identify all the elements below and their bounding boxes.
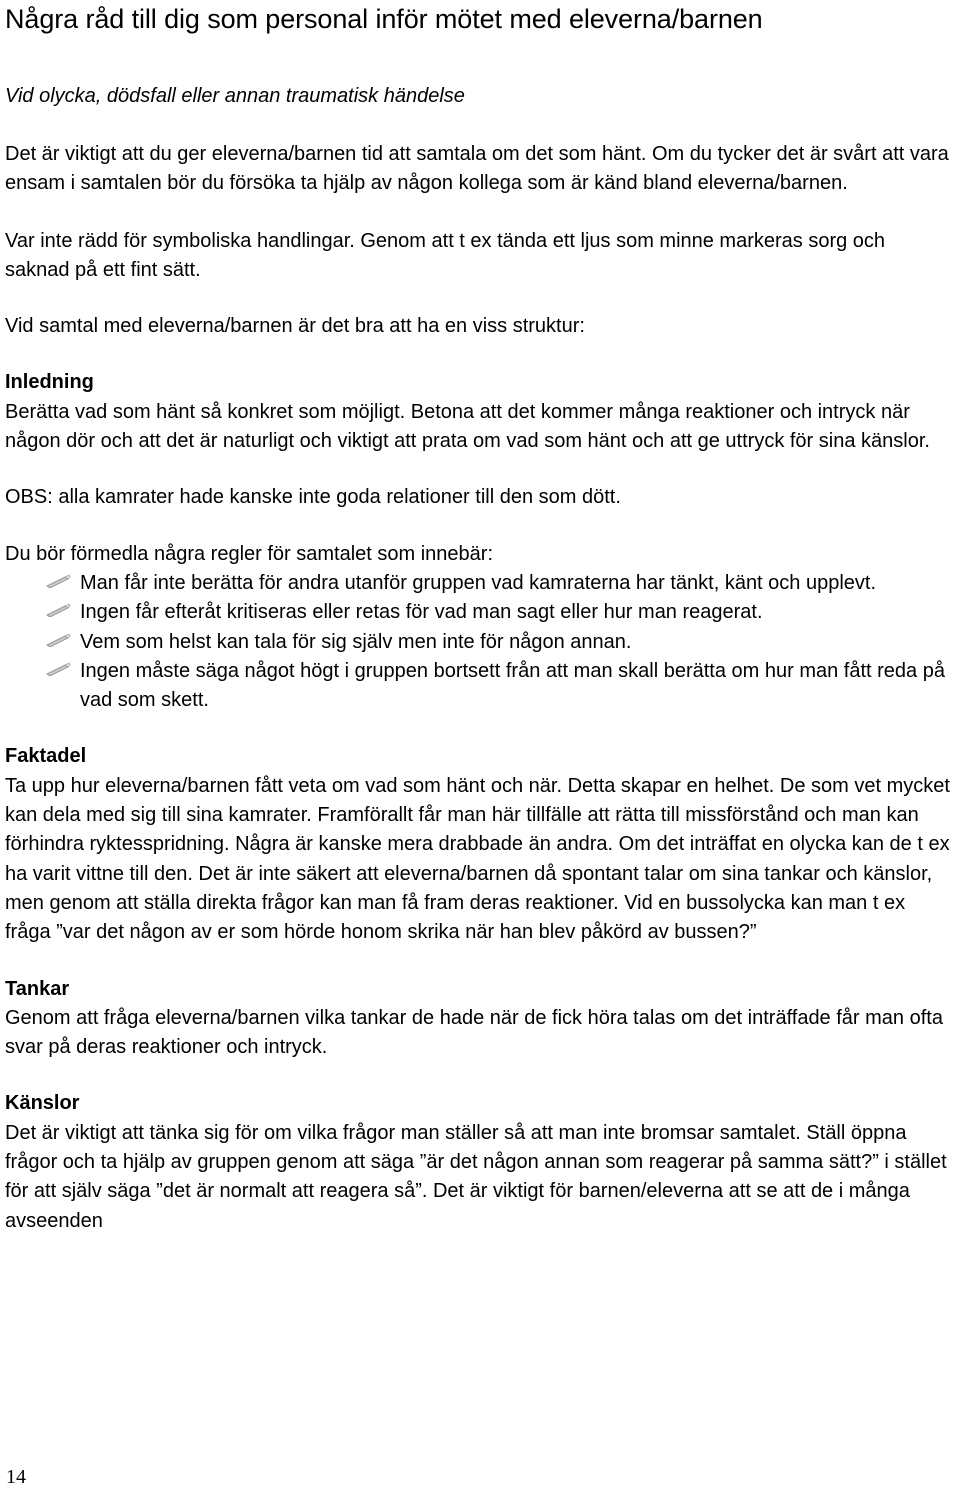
list-item: Ingen får efteråt kritiseras eller retas för vad man sagt eller hur man reagerat. bbox=[5, 598, 955, 627]
pencil-bullet-icon bbox=[45, 603, 71, 617]
rules-list bbox=[5, 569, 955, 715]
document-title: Några råd till dig som personal inför mötet med eleverna/barnen bbox=[5, 4, 763, 34]
list-item: Man får inte berätta för andra utanför gruppen vad kamraterna har tänkt, känt och upplevt. bbox=[5, 569, 955, 598]
section-kanslor bbox=[5, 1089, 955, 1235]
pencil-bullet-icon bbox=[45, 633, 71, 647]
section-faktadel bbox=[5, 742, 955, 947]
section-text-inledning: Berätta vad som hänt så konkret som möjligt. Betona att det kommer många reaktioner och intryck när någon dör och att det är naturligt och viktigt att prata om vad som hänt och att ge uttryck för sina känslor. bbox=[5, 400, 930, 453]
section-text-tankar: Genom att fråga eleverna/barnen vilka tankar de hade när de fick höra talas om det inträffade får man ofta svar på deras reaktioner och intryck. bbox=[5, 1006, 943, 1059]
list-item: Ingen måste säga något högt i gruppen bortsett från att man skall berätta om hur man fått reda på vad som skett. bbox=[5, 657, 955, 716]
section-text-faktadel: Ta upp hur eleverna/barnen fått veta om vad som hänt och när. Detta skapar en helhet. De som vet mycket kan dela med sig till sina kamrater. Framförallt får man här tillfälle att rätta till missförstånd och man kan förhindra ryktesspridning. Några är kanske mera drabbade än andra. Om det inträffat en olycka kan de t ex ha varit vittne till den. Det är inte säkert att eleverna/barnen då spontant talar om sina tankar och känslor, men genom att ställa direkta frågor kan man få fram deras reaktioner. Vid en bussolycka kan man t ex fråga ”var det någon av er som hörde honom skrika när han blev påkörd av bussen?” bbox=[5, 774, 950, 944]
document-subtitle: Vid olycka, dödsfall eller annan traumatisk händelse bbox=[5, 85, 465, 107]
section-heading-inledning: Inledning bbox=[5, 371, 94, 394]
section-heading-kanslor: Känslor bbox=[5, 1092, 80, 1115]
obs-note bbox=[5, 483, 955, 512]
page-number: 14 bbox=[6, 1466, 26, 1488]
obs-label: OBS: bbox=[5, 486, 53, 509]
section-rules bbox=[5, 540, 955, 716]
list-item: Vem som helst kan tala för sig själv men inte för någon annan. bbox=[5, 628, 955, 657]
section-text-kanslor: Det är viktigt att tänka sig för om vilka frågor man ställer så att man inte bromsar samtalet. Ställ öppna frågor och ta hjälp av gruppen genom att säga ”är det någon annan som reagerar på samma sätt?” i stället för att själv säga ”det är normalt att reagera så”. Det är viktigt för barnen/eleverna att se att de i många avseenden bbox=[5, 1121, 947, 1232]
section-tankar bbox=[5, 975, 955, 1063]
pencil-bullet-icon bbox=[45, 662, 71, 676]
section-heading-tankar: Tankar bbox=[5, 977, 70, 1000]
section-heading-faktadel: Faktadel bbox=[5, 745, 87, 768]
intro-paragraph-2: Var inte rädd för symboliska handlingar. Genom att t ex tända ett ljus som minne markeras sorg och saknad på ett fint sätt. bbox=[5, 229, 886, 281]
obs-text: alla kamrater hade kanske inte goda relationer till den som dött. bbox=[52, 486, 621, 509]
section-inledning bbox=[5, 368, 955, 456]
intro-paragraph-3: Vid samtal med eleverna/barnen är det bra att ha en viss struktur: bbox=[5, 315, 585, 338]
rules-intro: Du bör förmedla några regler för samtalet som innebär: bbox=[5, 542, 494, 565]
pencil-bullet-icon bbox=[45, 574, 71, 588]
intro-paragraph-1: Det är viktigt att du ger eleverna/barnen tid att samtala om det som hänt. Om du tycker det är svårt att vara ensam i samtalen bör du försöka ta hjälp av någon kollega som är känd bland eleverna/barnen. bbox=[5, 143, 949, 195]
document-page bbox=[5, 0, 955, 1236]
